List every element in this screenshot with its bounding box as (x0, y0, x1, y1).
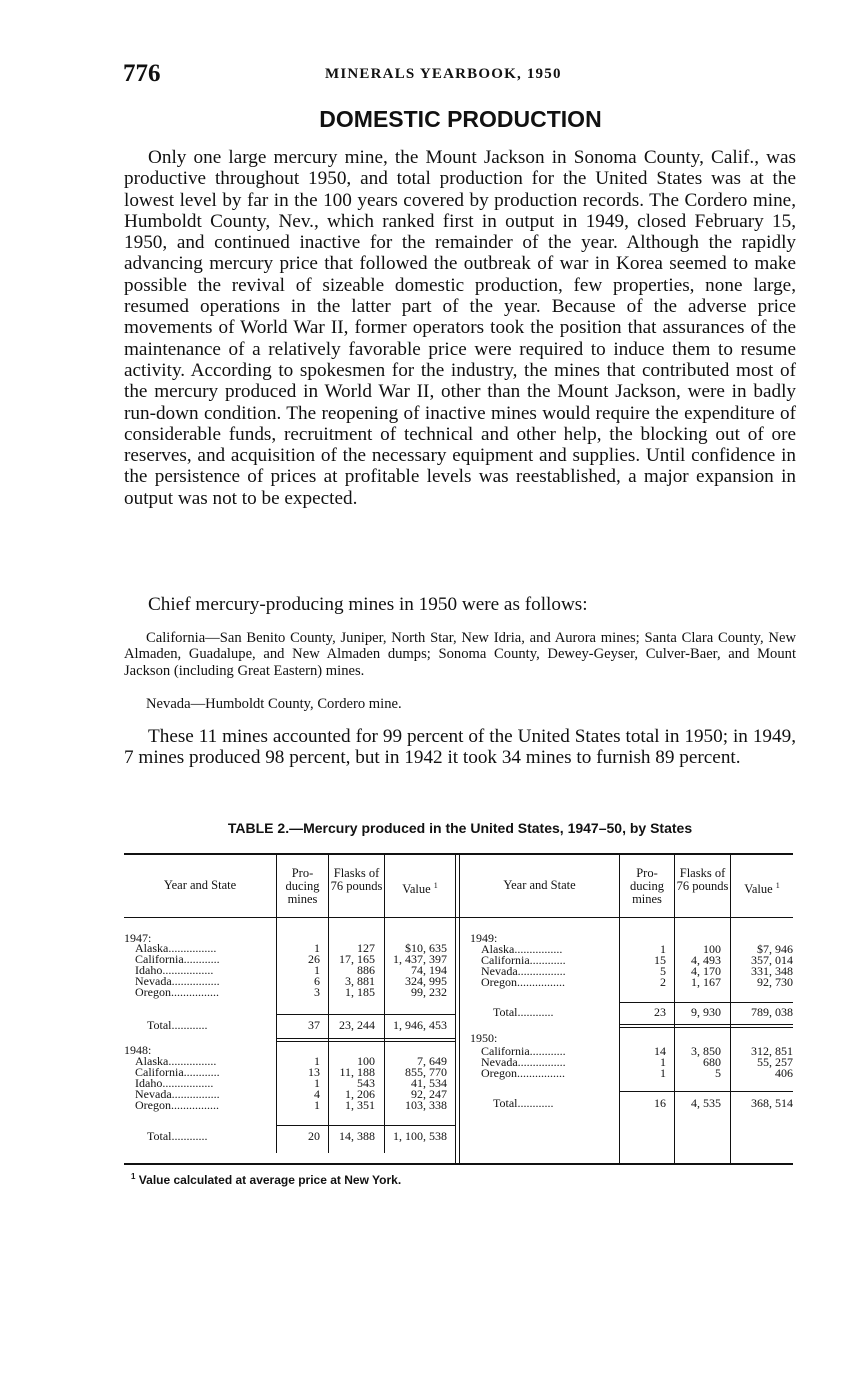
value-cell: 406 (775, 1065, 793, 1080)
page-number: 776 (123, 60, 161, 87)
mines-value: 3 (314, 984, 320, 999)
value-cell: 55, 257 (757, 1054, 793, 1069)
total-double-rule (277, 1038, 455, 1039)
total-flasks: 14, 388 (339, 1129, 375, 1143)
state-name: California............ (481, 952, 566, 967)
mines-value: 26 (308, 951, 320, 966)
total-value: 1, 946, 453 (393, 1018, 447, 1032)
total-label: Total............ (493, 1005, 554, 1019)
value-cell: 357, 014 (751, 952, 793, 967)
state-name: Idaho................. (135, 962, 214, 977)
mines-value: 1 (314, 941, 320, 955)
total-double-rule (277, 1041, 455, 1042)
flasks-value: 1, 351 (345, 1097, 375, 1112)
value-cell: 7, 649 (417, 1054, 447, 1068)
year-label: 1948: (124, 1043, 152, 1057)
mines-value: 4 (314, 1086, 320, 1101)
state-name: Oregon................ (135, 1097, 219, 1112)
state-name: Oregon................ (481, 974, 565, 989)
state-name: Nevada................ (481, 1054, 566, 1069)
flasks-value: 1, 167 (691, 974, 721, 989)
value-cell: $7, 946 (757, 942, 793, 956)
mines-list-california: California—San Benito County, Juniper, North Star, New Idria, and Aurora mines; Santa Clara County, New Almaden, Guadalupe, and New Almaden dumps; Sonoma County, Dewey-Geyser, Culver-Baer, and Mount Jackson (including Great Eastern) mines. (124, 630, 796, 679)
header-year-state-left: Year and State (163, 878, 237, 892)
year-label: 1947: (124, 931, 152, 945)
state-name: Nevada................ (135, 1086, 220, 1101)
mines-value: 2 (660, 974, 666, 989)
mines-value: 1 (314, 1075, 320, 1090)
total-label: Total............ (493, 1096, 554, 1110)
flasks-value: 543 (357, 1075, 375, 1090)
total-value: 1, 100, 538 (393, 1129, 447, 1143)
state-name: California............ (481, 1044, 566, 1058)
header-mines-right: Pro- ducing mines (629, 866, 665, 906)
flasks-value: 1, 206 (345, 1086, 375, 1101)
flasks-value: 1, 185 (345, 984, 375, 999)
state-name: Alaska................ (135, 941, 217, 955)
total-flasks: 23, 244 (339, 1018, 375, 1032)
body-paragraph-2: Chief mercury-producing mines in 1950 were as follows: (148, 594, 588, 615)
center-divider (459, 855, 460, 1163)
mines-value: 6 (314, 973, 320, 988)
value-cell: 331, 348 (751, 963, 793, 978)
mines-value: 13 (308, 1064, 320, 1079)
running-title: MINERALS YEARBOOK, 1950 (325, 66, 562, 82)
flasks-value: 4, 170 (691, 963, 721, 978)
total-rule (620, 1091, 793, 1092)
total-flasks: 4, 535 (691, 1096, 721, 1110)
header-value-left: Value $^1$ (402, 881, 438, 897)
value-cell: 312, 851 (751, 1044, 793, 1058)
mines-value: 15 (654, 952, 666, 967)
mines-value: 1 (660, 1065, 666, 1080)
flasks-value: 886 (357, 962, 375, 977)
year-label: 1950: (470, 1031, 498, 1045)
header-flasks-left: Flasks of 76 pounds (330, 866, 383, 893)
value-cell: 855, 770 (405, 1064, 447, 1079)
mines-value: 14 (654, 1044, 666, 1058)
mines-value: 1 (660, 1054, 666, 1069)
header-mines-left: Pro- ducing mines (285, 866, 320, 906)
state-name: Alaska................ (481, 942, 563, 956)
flasks-value: 5 (715, 1065, 721, 1080)
total-mines: 37 (308, 1018, 320, 1032)
total-value: 789, 038 (751, 1005, 793, 1019)
state-name: California............ (135, 951, 220, 966)
mines-list-nevada: Nevada—Humboldt County, Cordero mine. (146, 696, 402, 712)
state-name: Oregon................ (135, 984, 219, 999)
total-rule (620, 1002, 793, 1003)
total-label: Total............ (147, 1018, 208, 1032)
value-cell: 1, 437, 397 (393, 951, 447, 966)
flasks-value: 17, 165 (339, 951, 375, 966)
total-flasks: 9, 930 (691, 1005, 721, 1019)
value-cell: 41, 534 (411, 1075, 447, 1090)
value-cell: $10, 635 (405, 941, 447, 955)
flasks-value: 127 (357, 941, 375, 955)
mines-value: 1 (314, 1054, 320, 1068)
state-name: Oregon................ (481, 1065, 565, 1080)
flasks-value: 3, 850 (691, 1044, 721, 1058)
value-cell: 99, 232 (411, 984, 447, 999)
total-mines: 16 (654, 1096, 666, 1110)
value-cell: 103, 338 (405, 1097, 447, 1112)
value-cell: 74, 194 (411, 962, 447, 977)
total-rule (277, 1125, 455, 1126)
flasks-value: 100 (357, 1054, 375, 1068)
total-rule (277, 1014, 455, 1015)
table-bottom-rule (124, 1163, 793, 1165)
closing-paragraph: These 11 mines accounted for 99 percent of the United States total in 1950; in 1949, 7 mines produced 98 percent, but in 1942 it took 34 mines to furnish 89 percent. (124, 726, 796, 769)
state-name: Idaho................. (135, 1075, 214, 1090)
table-footnote: $^1$ Value calculated at average price at New York. (131, 1172, 402, 1187)
mines-value: 1 (314, 1097, 320, 1112)
value-cell: 92, 730 (757, 974, 793, 989)
total-double-rule (620, 1024, 793, 1025)
total-label: Total............ (147, 1129, 208, 1143)
flasks-value: 4, 493 (691, 952, 721, 967)
total-value: 368, 514 (751, 1096, 793, 1110)
header-flasks-right: Flasks of 76 pounds (676, 866, 729, 893)
total-mines: 20 (308, 1129, 320, 1143)
total-mines: 23 (654, 1005, 666, 1019)
mines-value: 1 (314, 962, 320, 977)
flasks-value: 11, 188 (339, 1064, 375, 1079)
state-name: California............ (135, 1064, 220, 1079)
header-year-state-right: Year and State (503, 878, 576, 892)
flasks-value: 3, 881 (345, 973, 375, 988)
center-divider (455, 855, 456, 1163)
body-paragraph-1: Only one large mercury mine, the Mount Jackson in Sonoma County, Calif., was productive throughout 1950, and total production for the United States was at the lowest level by far in the 100 years covered by production records. The Cordero mine, Humboldt County, Nev., which ranked first in output in 1949, closed February 15, 1950, and continued inactive for the remainder of the year. Although the rapidly advancing mercury price that followed the outbreak of war in Korea seemed to make possible the revival of sizeable domestic production, few properties, none large, resumed operations in the latter part of the year. Because of the adverse price movements of World War II, former operators took the position that assurances of the maintenance of a relatively favorable price were required to induce them to resume activity. According to spokesmen for the industry, the mines that contributed most of the mercury produced in World War II, other than the Mount Jackson, were in badly run-down condition. The reopening of inactive mines would require the expenditure of considerable funds, recruitment of technical and other help, the blocking out of ore reserves, and acquisition of the necessary equipment and supplies. Until confidence in the persistence of prices at profitable levels was reestablished, a major expansion in output was not to be expected. (124, 147, 796, 509)
flasks-value: 680 (703, 1054, 721, 1069)
value-cell: 324, 995 (405, 973, 447, 988)
table-caption: TABLE 2.—Mercury produced in the United States, 1947–50, by States (227, 820, 693, 836)
state-name: Nevada................ (135, 973, 220, 988)
year-label: 1949: (470, 931, 498, 945)
state-name: Nevada................ (481, 963, 566, 978)
flasks-value: 100 (703, 942, 721, 956)
total-double-rule (620, 1027, 793, 1028)
value-cell: 92, 247 (411, 1086, 447, 1101)
section-heading: DOMESTIC PRODUCTION (319, 106, 602, 132)
state-name: Alaska................ (135, 1054, 217, 1068)
mines-value: 1 (660, 942, 666, 956)
header-value-right: Value $^1$ (744, 881, 780, 897)
mines-value: 5 (660, 963, 666, 978)
